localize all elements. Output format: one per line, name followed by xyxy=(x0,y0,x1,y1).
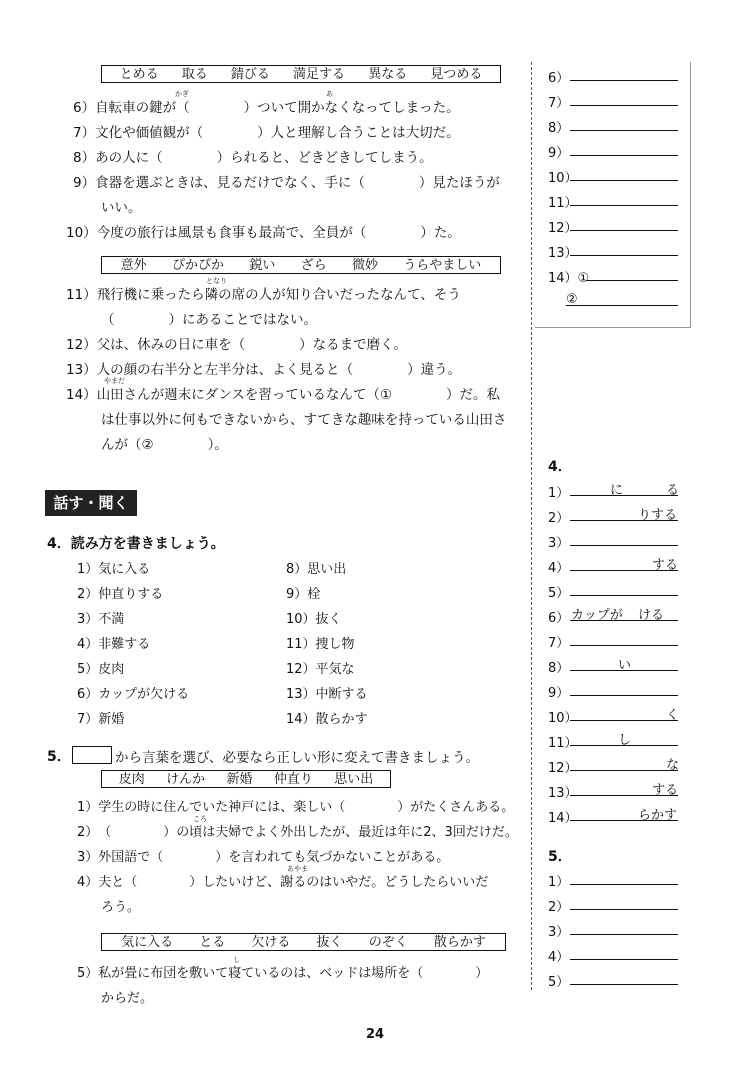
word-option: 新婚 xyxy=(226,772,253,787)
word-option: とめる xyxy=(119,67,159,82)
answer5-row-2[interactable]: 2） xyxy=(548,896,572,915)
question-13: 13）人の顔の右半分と左半分は、よく見ると（ ）違う。 xyxy=(66,362,462,378)
word-option: 異なる xyxy=(368,67,408,82)
q5-item-2: 2）（ ）の頃は夫婦でよく外出したが、最近は年に2、3回だけだ。 xyxy=(77,825,518,840)
word-option: ざら xyxy=(300,258,327,273)
word-option: 思い出 xyxy=(334,772,374,787)
q4-item: 14）散らかす xyxy=(286,712,368,727)
question-8: 8）あの人に（ ）られると、どきどきしてしまう。 xyxy=(73,150,433,166)
word-option: 取る xyxy=(181,67,208,82)
q5-number: 5． xyxy=(47,749,71,765)
question-12: 12）父は、休みの日に車を（ ）なるまで磨く。 xyxy=(66,337,407,353)
answer-row-14-1[interactable]: 14）① xyxy=(548,267,589,286)
q4-item: 7）新婚 xyxy=(77,712,125,727)
answer5-row-4[interactable]: 4） xyxy=(548,946,572,965)
answer-row-14-2[interactable]: ② xyxy=(566,292,578,307)
word-option: 鋭い xyxy=(249,258,276,273)
q4-item: 3）不満 xyxy=(77,612,125,627)
question-14: 14）山田さんが週末にダンスを習っているなんて（① ）だ。私 xyxy=(66,387,501,403)
answer-row-9[interactable]: 9） xyxy=(548,142,572,161)
answer-row-7[interactable]: 7） xyxy=(548,92,572,111)
answer4-row-10[interactable]: 10） く xyxy=(548,708,680,726)
answers-4-title: 4． xyxy=(548,459,572,475)
q4-item: 8）思い出 xyxy=(286,562,347,577)
q4-item: 4）非難する xyxy=(77,637,151,652)
q5-item-4-cont: ろう。 xyxy=(101,900,141,915)
word-box-1 xyxy=(101,65,501,83)
word-option: ぴかぴか xyxy=(171,258,224,273)
question-10: 10）今度の旅行は風景も食事も最高で、全員が（ ）た。 xyxy=(66,225,461,241)
answer4-row-14[interactable]: 14） らかす xyxy=(548,808,678,826)
answer-row-6[interactable]: 6） xyxy=(548,67,572,86)
ruby-a: あ xyxy=(326,90,333,98)
answer-row-12[interactable]: 12） xyxy=(548,217,572,236)
answer4-row-3[interactable]: 3） xyxy=(548,532,572,551)
question-11: 11）飛行機に乗ったら隣の席の人が知り合いだったなんて、そう xyxy=(66,287,461,303)
answer-row-10[interactable]: 10） xyxy=(548,167,572,186)
question-6: 6）自転車の鍵が（ ）ついて開かなくなってしまった。 xyxy=(73,100,460,116)
answer5-row-3[interactable]: 3） xyxy=(548,921,572,940)
answer4-row-4[interactable]: 4） する xyxy=(548,558,679,576)
word-option: けんか xyxy=(166,772,206,787)
word-box-4 xyxy=(101,933,506,951)
answer4-row-1[interactable]: 1） に る xyxy=(548,483,680,501)
ruby-kagi: かぎ xyxy=(175,90,189,98)
answer-row-8[interactable]: 8） xyxy=(548,117,572,136)
word-option: うらやましい xyxy=(403,258,482,273)
section-header: 話す・聞く xyxy=(45,490,137,516)
q5-blank-box xyxy=(72,746,112,764)
q4-item: 10）抜く xyxy=(286,612,342,627)
q4-item: 9）栓 xyxy=(286,587,321,602)
word-option: 見つめる xyxy=(430,67,483,82)
word-option: 皮肉 xyxy=(118,772,145,787)
question-7: 7）文化や価値観が（ ）人と理解し合うことは大切だ。 xyxy=(73,125,460,141)
answer-row-11[interactable]: 11） xyxy=(548,192,572,211)
ruby-tonari: となり xyxy=(206,277,227,285)
word-option: 気に入る xyxy=(121,935,174,950)
question-9-cont: いい。 xyxy=(101,200,142,216)
q4-item: 6）カップが欠ける xyxy=(77,687,190,702)
answers-5-title: 5． xyxy=(548,849,572,865)
ruby-koro: ころ xyxy=(193,815,207,823)
word-option: 散らかす xyxy=(433,935,486,950)
q5-item-3: 3）外国語で（ ）を言われても気づかないことがある。 xyxy=(77,850,450,865)
ruby-yamada: やまだ xyxy=(104,377,125,385)
word-box-3 xyxy=(101,770,391,788)
q5-item-5-cont: からだ。 xyxy=(101,991,154,1006)
ruby-ayama: あやま xyxy=(287,865,308,873)
q5-item-4: 4）夫と（ ）したいけど、謝るのはいやだ。どうしたらいいだ xyxy=(77,875,489,890)
q4-item: 13）中断する xyxy=(286,687,368,702)
word-option: 満足する xyxy=(293,67,346,82)
answer4-row-11[interactable]: 11） し xyxy=(548,732,572,751)
page-number: 24 xyxy=(365,1027,385,1042)
answer4-row-13[interactable]: 13） する xyxy=(548,783,679,801)
answer4-row-6[interactable]: 6） カップが ける xyxy=(548,607,572,626)
q4-item: 5）皮肉 xyxy=(77,662,125,677)
word-option: 意外 xyxy=(120,258,147,273)
q4-item: 1）気に入る xyxy=(77,562,151,577)
q5-item-5: 5）私が畳に布団を敷いて寝ているのは、ベッドは場所を（ ） xyxy=(77,966,489,981)
answer4-row-12[interactable]: 12） な xyxy=(548,758,680,776)
answer5-row-1[interactable]: 1） xyxy=(548,871,572,890)
answer5-row-5[interactable]: 5） xyxy=(548,971,572,990)
word-box-2 xyxy=(101,256,501,274)
word-option: のぞく xyxy=(368,935,408,950)
answer4-row-9[interactable]: 9） xyxy=(548,682,572,701)
q4-title: 4．読み方を書きましょう。 xyxy=(47,536,225,552)
word-option: 微妙 xyxy=(351,258,378,273)
word-option: とる xyxy=(199,935,226,950)
question-9: 9）食器を選ぶときは、見るだけでなく、手に（ ）見たほうが xyxy=(73,175,500,191)
answer4-row-2[interactable]: 2） りする xyxy=(548,508,678,526)
word-option: 仲直り xyxy=(273,772,313,787)
question-14-cont-2: んが（② ）。 xyxy=(101,437,228,453)
q4-item: 2）仲直りする xyxy=(77,587,164,602)
word-option: 錆びる xyxy=(230,67,270,82)
q5-title: から言葉を選び、必要なら正しい形に変えて書きましょう。 xyxy=(115,750,479,766)
answer4-row-7[interactable]: 7） xyxy=(548,632,572,651)
word-option: 欠ける xyxy=(251,935,291,950)
question-11-cont: （ ）にあることではない。 xyxy=(101,312,317,328)
ruby-shi: し xyxy=(233,956,240,964)
answer4-row-8[interactable]: 8） い xyxy=(548,657,572,676)
word-option: 抜く xyxy=(316,935,343,950)
answer-row-13[interactable]: 13） xyxy=(548,242,572,261)
q4-item: 11）捜し物 xyxy=(286,637,355,652)
answer4-row-5[interactable]: 5） xyxy=(548,582,572,601)
question-14-cont-1: は仕事以外に何もできないから、すてきな趣味を持っている山田さ xyxy=(101,412,507,428)
q5-item-1: 1）学生の時に住んでいた神戸には、楽しい（ ）がたくさんある。 xyxy=(77,800,515,815)
q4-item: 12）平気な xyxy=(286,662,355,677)
column-divider xyxy=(531,62,532,990)
